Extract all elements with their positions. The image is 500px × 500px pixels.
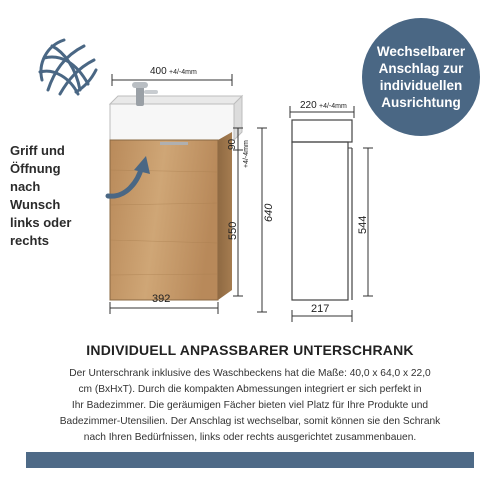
callout-line: rechts <box>10 233 50 248</box>
badge-line: Ausrichtung <box>381 95 461 110</box>
dim-width-top: 400 <box>150 66 167 77</box>
description-line: Badezimmer-Utensilien. Der Anschlag ist wechselbar, somit können sie den Schrank <box>59 416 441 427</box>
dim-height-basin: 90 <box>227 138 238 150</box>
side-view <box>290 100 373 322</box>
dim-height-side: 544 <box>357 215 369 234</box>
cabinet <box>110 132 232 300</box>
callout-line: links oder <box>10 215 72 230</box>
dim-width-bottom: 392 <box>152 293 171 305</box>
dim-height-cabinet: 550 <box>227 221 239 240</box>
footer-bar <box>26 452 474 468</box>
dimension-top-width <box>112 66 232 86</box>
dim-depth-bottom: 217 <box>311 303 330 315</box>
callout-line: nach <box>10 179 41 194</box>
callout-line: Öffnung <box>10 161 61 176</box>
dimension-total-height <box>257 128 275 312</box>
dim-height-total: 640 <box>263 203 275 222</box>
badge-line: Anschlag zur <box>378 61 464 76</box>
callout-line: Wunsch <box>10 197 61 212</box>
dim-height-tol: +4/-4mm <box>243 140 250 168</box>
section-heading: INDIVIDUELL ANPASSBARER UNTERSCHRANK <box>86 342 414 358</box>
badge-line: individuellen <box>379 78 463 93</box>
description-line: cm (BxHxT). Durch die kompakten Abmessungen integriert er sich perfekt in <box>78 384 422 395</box>
dim-depth-top-tol: +4/-4mm <box>319 103 347 110</box>
dim-width-top-tol: +4/-4mm <box>169 69 197 76</box>
callout-line: Griff und <box>10 143 65 158</box>
description-line: nach Ihren Bedürfnissen, links oder rechts ausgerichtet zusammenbauen. <box>83 432 417 443</box>
description-line: Der Unterschrank inklusive des Waschbeckens hat die Maße: 40,0 x 64,0 x 22,0 <box>69 368 431 379</box>
basin <box>110 96 242 140</box>
description-line: Ihr Badezimmer. Die geräumigen Fächer bieten viel Platz für Ihre Produkte und <box>71 400 429 411</box>
badge-line: Wechselbarer <box>376 44 466 59</box>
dim-depth-top: 220 <box>300 100 317 111</box>
description <box>32 366 468 446</box>
